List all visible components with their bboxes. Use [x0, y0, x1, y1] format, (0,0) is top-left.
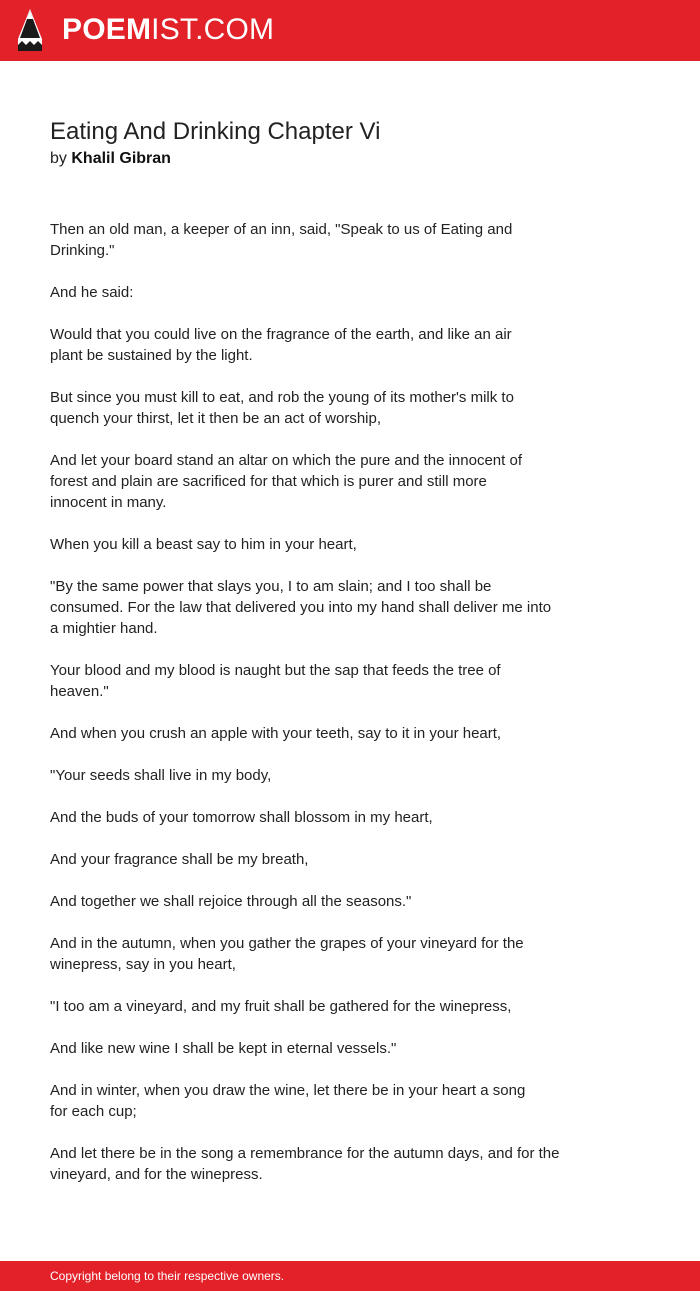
poem-stanza: Would that you could live on the fragrance of the earth, and like an air plant be sustained by the light. [50, 326, 512, 364]
poem-stanza: And your fragrance shall be my breath, [50, 851, 309, 868]
site-logo[interactable] [62, 10, 274, 50]
poem-stanza: And the buds of your tomorrow shall blossom in my heart, [50, 809, 433, 826]
logo-bold-text: POEM [62, 13, 152, 46]
poem-stanza: And he said: [50, 284, 134, 301]
by-label: by [50, 150, 67, 167]
poem-body [50, 219, 590, 1206]
poem-stanza: And let your board stand an altar on which the pure and the innocent of forest and plain are sacrificed for that which is purer and still more innocent in many. [50, 452, 522, 511]
poem-stanza: Then an old man, a keeper of an inn, said, "Speak to us of Eating and Drinking." [50, 221, 513, 259]
poem-stanza: Your blood and my blood is naught but the sap that feeds the tree of heaven." [50, 662, 501, 700]
poem-stanza: "I too am a vineyard, and my fruit shall be gathered for the winepress, [50, 998, 512, 1015]
author-name: Khalil Gibran [71, 150, 171, 167]
pencil-icon[interactable] [18, 9, 42, 51]
poem-stanza: "By the same power that slays you, I to am slain; and I too shall be consumed. For the law that delivered you into my hand shall deliver me into a mightier hand. [50, 578, 552, 637]
poem-stanza: But since you must kill to eat, and rob the young of its mother's milk to quench your thirst, let it then be an act of worship, [50, 389, 514, 427]
poem-stanza: And together we shall rejoice through all the seasons." [50, 893, 412, 910]
copyright-text: Copyright belong to their respective owners. [50, 1269, 285, 1283]
poem-stanza: "Your seeds shall live in my body, [50, 767, 272, 784]
poem-stanza: When you kill a beast say to him in your heart, [50, 536, 357, 553]
poem-stanza: And let there be in the song a remembrance for the autumn days, and for the vineyard, and for the winepress. [50, 1145, 560, 1183]
site-footer [0, 1261, 700, 1291]
poem-title: Eating And Drinking Chapter Vi [50, 118, 381, 145]
poem-stanza: And in winter, when you draw the wine, let there be in your heart a song for each cup; [50, 1082, 526, 1120]
poem-stanza: And when you crush an apple with your teeth, say to it in your heart, [50, 725, 502, 742]
poem-stanza: And like new wine I shall be kept in eternal vessels." [50, 1040, 397, 1057]
site-header [0, 0, 700, 61]
logo-light-text: IST.COM [151, 13, 275, 46]
poem-stanza: And in the autumn, when you gather the grapes of your vineyard for the winepress, say in you heart, [50, 935, 524, 973]
byline [50, 148, 171, 170]
